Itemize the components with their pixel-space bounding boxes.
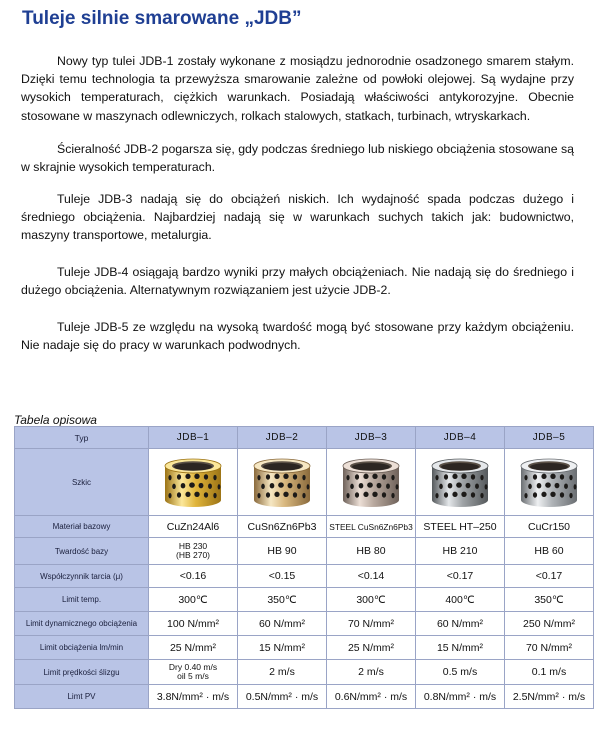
graphite-plug — [185, 474, 190, 479]
graphite-plug — [372, 474, 377, 479]
sketch-row — [15, 449, 594, 516]
cell-material-jdb3: STEEL CuSn6Zn6Pb3 — [327, 516, 416, 538]
cell-temp-jdb4: 400℃ — [416, 588, 505, 612]
cell-speed-jdb2: 2 m/s — [238, 660, 327, 685]
graphite-plug — [302, 475, 305, 480]
paragraph-text: Tuleje JDB-4 osiągają bardzo wyniki przy małych obciążeniach. Nie nadają się do średniego i dużego obciążenia. Alternatywnym rozwiązaniem jest użycie JDB-2. — [21, 265, 574, 298]
cell-dynamic-load-jdb3: 70 N/mm² — [327, 612, 416, 636]
cell-dynamic-load-jdb4: 60 N/mm² — [416, 612, 505, 636]
spec-table — [14, 426, 594, 709]
row-label-sketch: Szkic — [15, 449, 149, 516]
graphite-plug — [452, 474, 457, 479]
paragraph-jdb5 — [21, 318, 574, 354]
graphite-plug — [448, 483, 453, 488]
graphite-plug — [177, 474, 181, 479]
graphite-plug — [288, 483, 293, 488]
graphite-plug — [537, 483, 542, 488]
graphite-plug — [302, 493, 305, 498]
graphite-plug — [204, 492, 208, 497]
paragraph-jdb4 — [21, 263, 574, 299]
graphite-plug — [363, 474, 368, 479]
graphite-plug — [283, 492, 288, 497]
cell-dynamic-load-jdb2: 60 N/mm² — [238, 612, 327, 636]
graphite-plug — [391, 493, 394, 498]
graphite-plug — [204, 474, 208, 479]
graphite-plug — [560, 492, 564, 497]
row-load-limit — [15, 636, 594, 660]
bushing-bore-shadow — [530, 463, 568, 471]
row-label-sliding-speed: Limit prędkości ślizgu — [15, 660, 149, 685]
graphite-plug — [569, 493, 572, 498]
graphite-plug — [485, 484, 488, 489]
sketch-cell-jdb5 — [505, 449, 594, 516]
graphite-plug — [564, 484, 568, 489]
graphite-plug — [367, 482, 373, 487]
graphite-plug — [461, 474, 466, 479]
graphite-plug — [528, 484, 532, 489]
row-base-hardness — [15, 538, 594, 565]
graphite-plug — [266, 474, 270, 479]
graphite-plug — [199, 483, 204, 488]
type-header-jdb2: JDB–2 — [238, 427, 327, 449]
graphite-plug — [461, 492, 466, 497]
graphite-plug — [278, 482, 284, 487]
graphite-plug — [545, 482, 551, 487]
graphite-plug — [307, 484, 310, 489]
type-header-jdb1: JDB–1 — [149, 427, 238, 449]
graphite-plug — [185, 492, 190, 497]
graphite-plug — [541, 492, 546, 497]
graphite-plug — [533, 474, 537, 479]
cell-temp-jdb5: 350℃ — [505, 588, 594, 612]
graphite-plug — [444, 492, 448, 497]
graphite-plug — [213, 475, 216, 480]
graphite-plug — [475, 484, 479, 489]
cell-hardness-jdb2: HB 90 — [238, 538, 327, 565]
cell-temp-jdb2: 350℃ — [238, 588, 327, 612]
graphite-plug — [261, 484, 265, 489]
row-dynamic-load-limit — [15, 612, 594, 636]
sketch-cell-jdb2 — [238, 449, 327, 516]
graphite-plug — [181, 483, 186, 488]
graphite-plug — [382, 492, 386, 497]
graphite-plug — [189, 482, 195, 487]
graphite-plug — [396, 484, 399, 489]
row-pv-limit — [15, 685, 594, 709]
graphite-plug — [439, 484, 443, 489]
bushing-jdb4-image — [426, 454, 494, 510]
graphite-plug — [524, 475, 527, 480]
graphite-plug — [297, 484, 301, 489]
page-title: Tuleje silnie smarowane „JDB” — [22, 8, 302, 29]
row-label-friction: Współczynnik tarcia (μ) — [15, 565, 149, 588]
bushing-jdb3-image — [337, 454, 405, 510]
row-label-base-material: Materiał bazowy — [15, 516, 149, 538]
graphite-plug — [355, 492, 359, 497]
graphite-plug — [480, 493, 483, 498]
graphite-plug — [363, 492, 368, 497]
cell-hardness-jdb3: HB 80 — [327, 538, 416, 565]
row-label-pv-limit: Limt PV — [15, 685, 149, 709]
type-header-jdb3: JDB–3 — [327, 427, 416, 449]
cell-material-jdb1: CuZn24Al6 — [149, 516, 238, 538]
graphite-plug — [359, 483, 364, 488]
graphite-plug — [444, 474, 448, 479]
cell-temp-jdb1: 300℃ — [149, 588, 238, 612]
graphite-plug — [382, 474, 386, 479]
cell-friction-jdb2: <0.15 — [238, 565, 327, 588]
graphite-plug — [377, 483, 382, 488]
graphite-plug — [194, 474, 199, 479]
bushing-jdb1-image — [159, 454, 227, 510]
bushing-bore-shadow — [174, 463, 212, 471]
paragraph-jdb3 — [21, 190, 574, 245]
cell-hardness-jdb1: HB 230 (HB 270) — [149, 538, 238, 565]
graphite-plug — [208, 484, 212, 489]
cell-hardness-jdb4: HB 210 — [416, 538, 505, 565]
cell-pv-jdb5: 2.5N/mm² · m/s — [505, 685, 594, 709]
graphite-plug — [480, 475, 483, 480]
graphite-plug — [194, 492, 199, 497]
type-header-jdb4: JDB–4 — [416, 427, 505, 449]
graphite-plug — [257, 475, 260, 480]
graphite-plug — [560, 474, 564, 479]
cell-load-jdb4: 15 N/mm² — [416, 636, 505, 660]
graphite-plug — [350, 484, 354, 489]
graphite-plug — [533, 492, 537, 497]
graphite-plug — [550, 492, 555, 497]
graphite-plug — [172, 484, 176, 489]
cell-temp-jdb3: 300℃ — [327, 588, 416, 612]
paragraph-jdb1 — [21, 52, 574, 125]
graphite-plug — [293, 474, 297, 479]
cell-load-jdb3: 25 N/mm² — [327, 636, 416, 660]
graphite-plug — [524, 493, 527, 498]
paragraph-text: Ścieralność JDB-2 pogarsza się, gdy podczas średniego lub niskiego obciążenia stosowane są w skrajnie wysokich temperaturach. — [21, 142, 574, 175]
cell-speed-jdb3: 2 m/s — [327, 660, 416, 685]
cell-pv-jdb2: 0.5N/mm² · m/s — [238, 685, 327, 709]
graphite-plug — [386, 484, 390, 489]
graphite-plug — [168, 493, 171, 498]
cell-load-jdb1: 25 N/mm² — [149, 636, 238, 660]
table-header-row — [15, 427, 594, 449]
type-header-jdb5: JDB–5 — [505, 427, 594, 449]
graphite-plug — [274, 492, 279, 497]
cell-friction-jdb5: <0.17 — [505, 565, 594, 588]
row-label-dynamic-load: Limit dynamicznego obciążenia — [15, 612, 149, 636]
cell-friction-jdb1: <0.16 — [149, 565, 238, 588]
row-label-base-hardness: Twardość bazy — [15, 538, 149, 565]
row-sliding-speed-limit — [15, 660, 594, 685]
graphite-plug — [177, 492, 181, 497]
row-base-material — [15, 516, 594, 538]
graphite-plug — [274, 474, 279, 479]
cell-speed-jdb4: 0.5 m/s — [416, 660, 505, 685]
graphite-plug — [391, 475, 394, 480]
row-temp-limit — [15, 588, 594, 612]
sketch-cell-jdb3 — [327, 449, 416, 516]
graphite-plug — [435, 493, 438, 498]
cell-dynamic-load-jdb1: 100 N/mm² — [149, 612, 238, 636]
row-label-load-limit: Limit obciążenia lm/min — [15, 636, 149, 660]
cell-speed-jdb1: Dry 0.40 m/s oil 5 m/s — [149, 660, 238, 685]
graphite-plug — [270, 483, 275, 488]
cell-load-jdb2: 15 N/mm² — [238, 636, 327, 660]
graphite-plug — [346, 493, 349, 498]
row-friction-coefficient — [15, 565, 594, 588]
cell-pv-jdb1: 3.8N/mm² · m/s — [149, 685, 238, 709]
graphite-plug — [471, 474, 475, 479]
graphite-plug — [346, 475, 349, 480]
cell-material-jdb4: STEEL HT–250 — [416, 516, 505, 538]
bushing-jdb2-image — [248, 454, 316, 510]
paragraph-text: Tuleje JDB-5 ze względu na wysoką twardość mogą być stosowane przy każdym obciążeniu. Nie nadaje się do pracy w warunkach podwodnych. — [21, 320, 574, 353]
graphite-plug — [257, 493, 260, 498]
graphite-plug — [466, 483, 471, 488]
table-caption: Tabela opisowa — [14, 413, 97, 427]
graphite-plug — [372, 492, 377, 497]
bushing-jdb5-image — [515, 454, 583, 510]
graphite-plug — [168, 475, 171, 480]
cell-friction-jdb3: <0.14 — [327, 565, 416, 588]
paragraph-text: Tuleje JDB-3 nadają się do obciążeń niskich. Ich wydajność spada podczas dużego i średniego obciążenia. Najbardziej nadają się w warunkach suchych takich jak: budownictwo, maszyny transportowe, metalurgia. — [21, 192, 574, 243]
graphite-plug — [218, 484, 221, 489]
cell-material-jdb2: CuSn6Zn6Pb3 — [238, 516, 327, 538]
graphite-plug — [355, 474, 359, 479]
graphite-plug — [550, 474, 555, 479]
row-label-temp-limit: Limit temp. — [15, 588, 149, 612]
cell-dynamic-load-jdb5: 250 N/mm² — [505, 612, 594, 636]
paragraph-jdb2 — [21, 140, 574, 176]
graphite-plug — [213, 493, 216, 498]
graphite-plug — [266, 492, 270, 497]
cell-pv-jdb4: 0.8N/mm² · m/s — [416, 685, 505, 709]
bushing-bore-shadow — [352, 463, 390, 471]
graphite-plug — [471, 492, 475, 497]
graphite-plug — [555, 483, 560, 488]
graphite-plug — [541, 474, 546, 479]
cell-pv-jdb3: 0.6N/mm² · m/s — [327, 685, 416, 709]
graphite-plug — [283, 474, 288, 479]
graphite-plug — [569, 475, 572, 480]
paragraph-text: Nowy typ tulei JDB-1 zostały wykonane z mosiądzu jednorodnie osadzonego smarem stałym. Dzięki temu technologia ta przewyższa smarowanie zależne od powłoki olejowej. Są wydajne przy wysokich temperaturach, ciężkich warunkach. Posiadają właściwości antykorozyjne. Obecnie stosowane w maszynach odlewniczych, rolkach stalowych, statkach, turbinach, wtryskarkach. — [21, 54, 574, 123]
graphite-plug — [456, 482, 462, 487]
graphite-plug — [293, 492, 297, 497]
graphite-plug — [574, 484, 577, 489]
graphite-plug — [435, 475, 438, 480]
sketch-cell-jdb4 — [416, 449, 505, 516]
cell-friction-jdb4: <0.17 — [416, 565, 505, 588]
graphite-plug — [452, 492, 457, 497]
cell-hardness-jdb5: HB 60 — [505, 538, 594, 565]
header-label-typ: Typ — [15, 427, 149, 449]
cell-load-jdb5: 70 N/mm² — [505, 636, 594, 660]
sketch-cell-jdb1 — [149, 449, 238, 516]
cell-material-jdb5: CuCr150 — [505, 516, 594, 538]
cell-speed-jdb5: 0.1 m/s — [505, 660, 594, 685]
bushing-bore-shadow — [441, 463, 479, 471]
bushing-bore-shadow — [263, 463, 301, 471]
